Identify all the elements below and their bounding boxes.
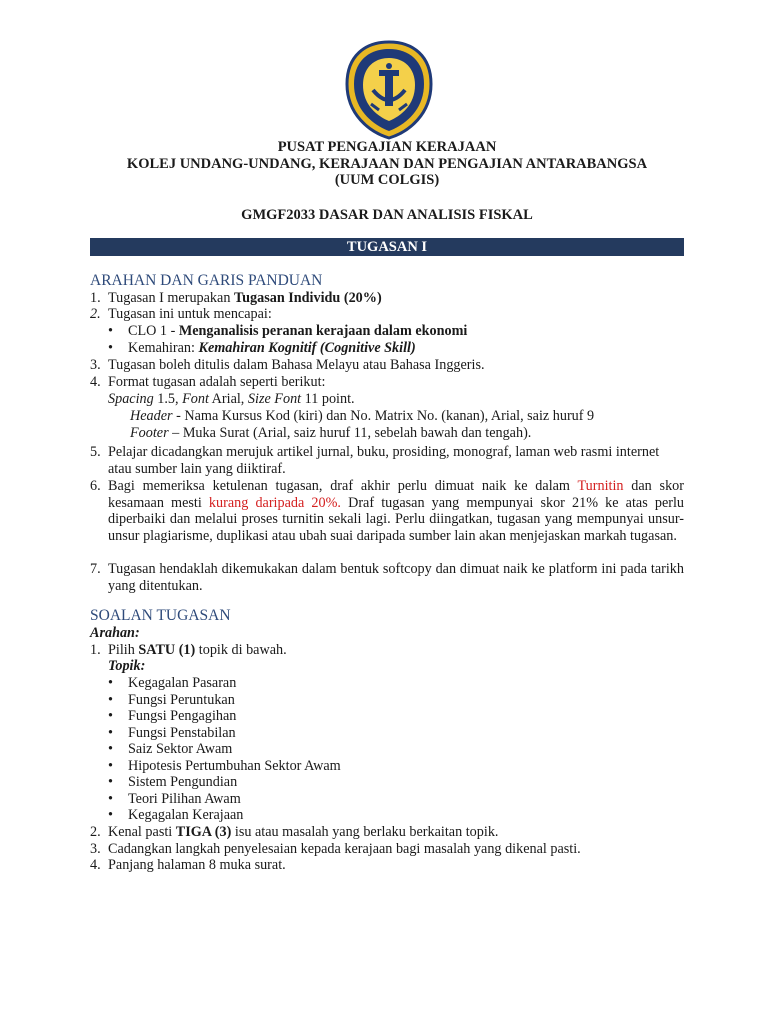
school-name: PUSAT PENGAJIAN KERAJAAN bbox=[277, 139, 497, 155]
guidelines-title: ARAHAN DAN GARIS PANDUAN bbox=[90, 272, 323, 289]
college-name: KOLEJ UNDANG-UNDANG, KERAJAAN DAN PENGAJIAN ANTARABANGSA bbox=[126, 156, 648, 172]
questions-instruction: Arahan: bbox=[90, 625, 140, 641]
course-title: GMGF2033 DASAR DAN ANALISIS FISKAL bbox=[241, 207, 533, 223]
questions-title: SOALAN TUGASAN bbox=[90, 607, 231, 624]
college-acronym: (UUM COLGIS) bbox=[334, 172, 440, 188]
turnitin-highlight: Turnitin bbox=[577, 478, 624, 494]
guideline-item-7: Tugasan hendaklah dikemukakan dalam bentuk softcopy dan dimuat naik ke platform ini pada tarikh yang ditentukan. bbox=[108, 561, 684, 594]
assignment-banner: TUGASAN I bbox=[90, 238, 684, 256]
university-logo bbox=[343, 40, 435, 140]
threshold-highlight: kurang daripada 20%. bbox=[208, 494, 341, 511]
document-page: PUSAT PENGAJIAN KERAJAAN KOLEJ UNDANG-UNDANG, KERAJAAN DAN PENGAJIAN ANTARABANGSA (UUM COLGIS) GMGF2033 DASAR DAN ANALISIS FISKAL TUGASAN I ARAHAN DAN GARIS PANDUAN 1. Tugasan I merupakan Tugasan Individu (20%) 2. Tugasan ini untuk mencapai: • CLO 1 - Menganalisis peranan kerajaan dalam ekonomi • Kemahiran: Kemahiran Kognitif (Cognitive Skill) 3. Tugasan boleh ditulis dalam Bahasa Melayu atau Bahasa Inggeris. 4. Format tugasan adalah seperti berikut: Spacing 1.5, Font Arial, Size Font 11 point. Header - Nama Kursus Kod (kiri) dan No. Matrix No. (kanan), Arial, saiz huruf 9 Footer – Muka Surat (Arial, saiz huruf 11, sebelah bawah dan tengah). 5. Pelajar dicadangkan merujuk artikel jurnal, buku, prosiding, monograf, laman web rasmi internet atau sumber lain yang diiktiraf. 6. Bagi memeriksa ketulenan tugasan, draf akhir perlu dimuat naik ke dalam Turnitin dan skor kesamaan mesti kurang daripada 20%. Draf tugasan yang mempunyai skor 21% ke atas perlu diperbaiki dan melalui proses turnitin sekali lagi. Perlu diingatkan, tugasan yang mempunyai unsur-unsur plagiarisme, duplikasi atau ubah suai daripada sumber lain akan menjejaskan markah tugasan. 7. Tugasan hendaklah dikemukakan dalam bentuk softcopy dan dimuat naik ke platform ini pada tarikh yang ditentukan. SOALAN TUGASAN Arahan: 1. Pilih SATU (1) topik di bawah. Topik: • Kegagalan Pasaran • Fungsi Peruntukan • Fungsi Pengagihan • Fungsi Penstabilan • Saiz Sektor Awam • Hipotesis Pertumbuhan Sektor Awam • Sistem Pengundian • Teori Pilihan Awam • Kegagalan Kerajaan 2. Kenal pasti TIGA (3) isu atau masalah yang berlaku berkaitan topik. 3. Cadangkan langkah penyelesaian kepada kerajaan bagi masalah yang dikenal pasti. 4. Panjang halaman 8 muka surat. bbox=[0, 0, 768, 1024]
guideline-item-6: Bagi memeriksa ketulenan tugasan, draf akhir perlu dimuat naik ke dalam Turnitin dan skor kesamaan mesti kurang daripada 20%. Draf tugasan yang mempunyai skor 21% ke atas perlu diperbaiki dan melalui proses turnitin sekali lagi. Perlu diingatkan, tugasan yang mempunyai unsur-unsur plagiarisme, duplikasi atau ubah suai daripada sumber lain akan menjejaskan markah tugasan. bbox=[108, 478, 685, 544]
